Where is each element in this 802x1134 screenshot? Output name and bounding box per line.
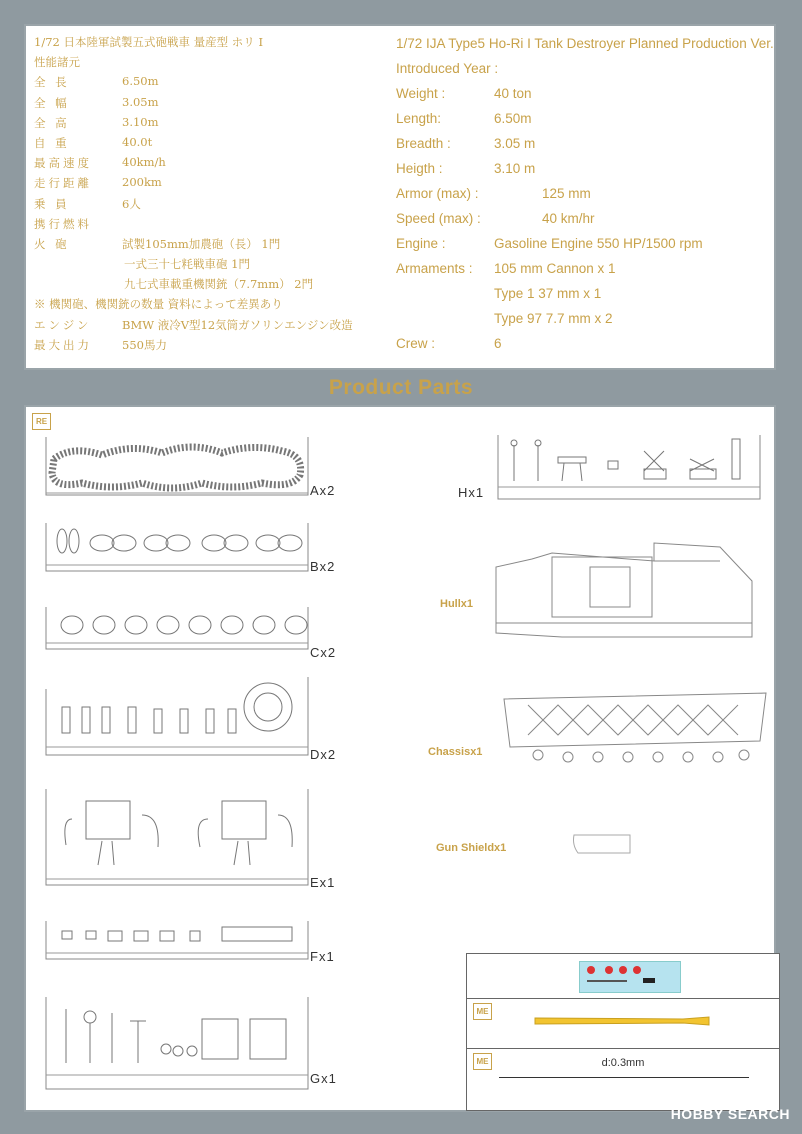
spec-en-key: Speed (max) : <box>396 211 481 226</box>
hull-label: Hullx1 <box>440 598 474 610</box>
spec-en-value: 6.50m <box>494 111 532 126</box>
spec-en-title: 1/72 IJA Type5 Ho-Ri I Tank Destroyer Planned Production Ver. <box>396 36 774 51</box>
spec-en-key: Engine : <box>396 236 446 251</box>
sprue-f-label: Fx1 <box>310 949 335 964</box>
sprue-d-label: Dx2 <box>310 747 337 762</box>
sprue-d-drawing <box>42 673 312 759</box>
spec-panel <box>24 24 776 370</box>
spec-en-value: 125 mm <box>542 186 591 201</box>
spec-en-key: Armaments : <box>396 261 473 276</box>
decal-sheet-markings <box>579 961 679 991</box>
metal-barrel-section <box>467 998 779 1049</box>
spec-en-key: Breadth : <box>396 136 451 151</box>
sprue-e-label: Ex1 <box>310 875 336 890</box>
spec-en-value: Type 97 7.7 mm x 2 <box>494 311 613 326</box>
spec-jp-key: エンジン <box>34 317 92 332</box>
spec-jp-value: 40.0t <box>122 134 153 149</box>
spec-jp-value: 6.50m <box>122 74 159 89</box>
spec-en-value: Type 1 37 mm x 1 <box>494 286 602 301</box>
spec-jp-value: 40km/h <box>122 155 166 170</box>
sprue-h-label: Hx1 <box>458 485 485 500</box>
wire-line <box>499 1077 749 1078</box>
me-badge: ME <box>473 1003 492 1020</box>
spec-jp <box>34 34 353 357</box>
spec-en-key: Heigth : <box>396 161 443 176</box>
gun-shield-drawing <box>570 831 634 857</box>
sprue-g-drawing <box>42 993 312 1093</box>
spec-en-key: Armor (max) : <box>396 186 479 201</box>
re-badge: RE <box>32 413 51 430</box>
spec-en-value: 3.10 m <box>494 161 536 176</box>
sprue-f-drawing <box>42 917 312 963</box>
spec-jp-key: 携行燃料 <box>34 216 92 231</box>
wire-section <box>467 1048 779 1109</box>
spec-en-value: 40 ton <box>494 86 532 101</box>
sprue-a-label: Ax2 <box>310 483 336 498</box>
spec-en-value: 6 <box>494 336 502 351</box>
sprue-c-drawing <box>42 603 312 653</box>
spec-jp-key: 最高速度 <box>34 156 92 171</box>
spec-jp-value: 6人 <box>122 196 141 211</box>
spec-jp-key: 火 砲 <box>34 236 70 251</box>
spec-en-value: 40 km/hr <box>542 211 595 226</box>
sprue-b-drawing <box>42 519 312 575</box>
spec-jp-title: 1/72 日本陸軍試製五式砲戦車 量産型 ホリ I <box>34 35 263 49</box>
spec-en-value: Gasoline Engine 550 HP/1500 rpm <box>494 236 703 251</box>
hull-drawing <box>492 537 762 647</box>
accessory-box <box>466 953 780 1111</box>
spec-jp-value: BMW 液冷Ⅴ型12気筒ガソリンエンジン改造 <box>122 317 353 332</box>
product-parts-title: Product Parts <box>328 376 474 399</box>
spec-jp-key: 自 重 <box>34 135 70 150</box>
spec-jp-key: 最大出力 <box>34 337 92 352</box>
spec-jp-armament: 九七式車載重機関銃（7.7mm） 2門 <box>124 277 314 292</box>
spec-jp-key: 全 長 <box>34 75 70 90</box>
watermark: HOBBY SEARCH <box>670 1106 790 1122</box>
spec-jp-key: 走行距離 <box>34 176 92 191</box>
sprue-a-drawing <box>42 431 312 499</box>
spec-jp-heading: 性能諸元 <box>34 55 80 70</box>
spec-jp-key: 全 高 <box>34 115 70 130</box>
spec-jp-value: 200km <box>122 175 162 190</box>
spec-en-key: Crew : <box>396 336 436 351</box>
chassis-drawing <box>498 689 774 771</box>
sprue-c-label: Cx2 <box>310 645 337 660</box>
spec-jp-key: 全 幅 <box>34 95 70 110</box>
spec-en-key: Weight : <box>396 86 446 101</box>
spec-en <box>396 36 774 361</box>
spec-jp-value: 3.05m <box>122 94 159 109</box>
sprue-g-label: Gx1 <box>310 1071 337 1086</box>
wire-label: d:0.3mm <box>601 1057 645 1069</box>
spec-jp-note: ※ 機関砲、機関銃の数量 資料によって差異あり <box>34 297 283 312</box>
spec-jp-key: 乗 員 <box>34 196 70 211</box>
spec-en-value: 105 mm Cannon x 1 <box>494 261 616 276</box>
gun-shield-label: Gun Shieldx1 <box>436 842 507 854</box>
sprue-b-label: Bx2 <box>310 559 336 574</box>
spec-en-key: Length: <box>396 111 442 126</box>
spec-jp-armament: 一式三十七粍戦車砲 1門 <box>124 257 250 272</box>
spec-en-introduced: Introduced Year : <box>396 61 499 76</box>
spec-jp-value: 試製105mm加農砲（長） 1門 <box>122 236 281 251</box>
spec-en-value: 3.05 m <box>494 136 536 151</box>
parts-panel <box>24 405 776 1112</box>
metal-barrel-drawing <box>533 1015 713 1027</box>
sprue-h-drawing <box>494 431 764 503</box>
chassis-label: Chassisx1 <box>428 746 483 758</box>
sprue-e-drawing <box>42 785 312 889</box>
spec-jp-value: 550馬力 <box>122 337 167 352</box>
me-badge: ME <box>473 1053 492 1070</box>
spec-jp-value: 3.10m <box>122 114 159 129</box>
